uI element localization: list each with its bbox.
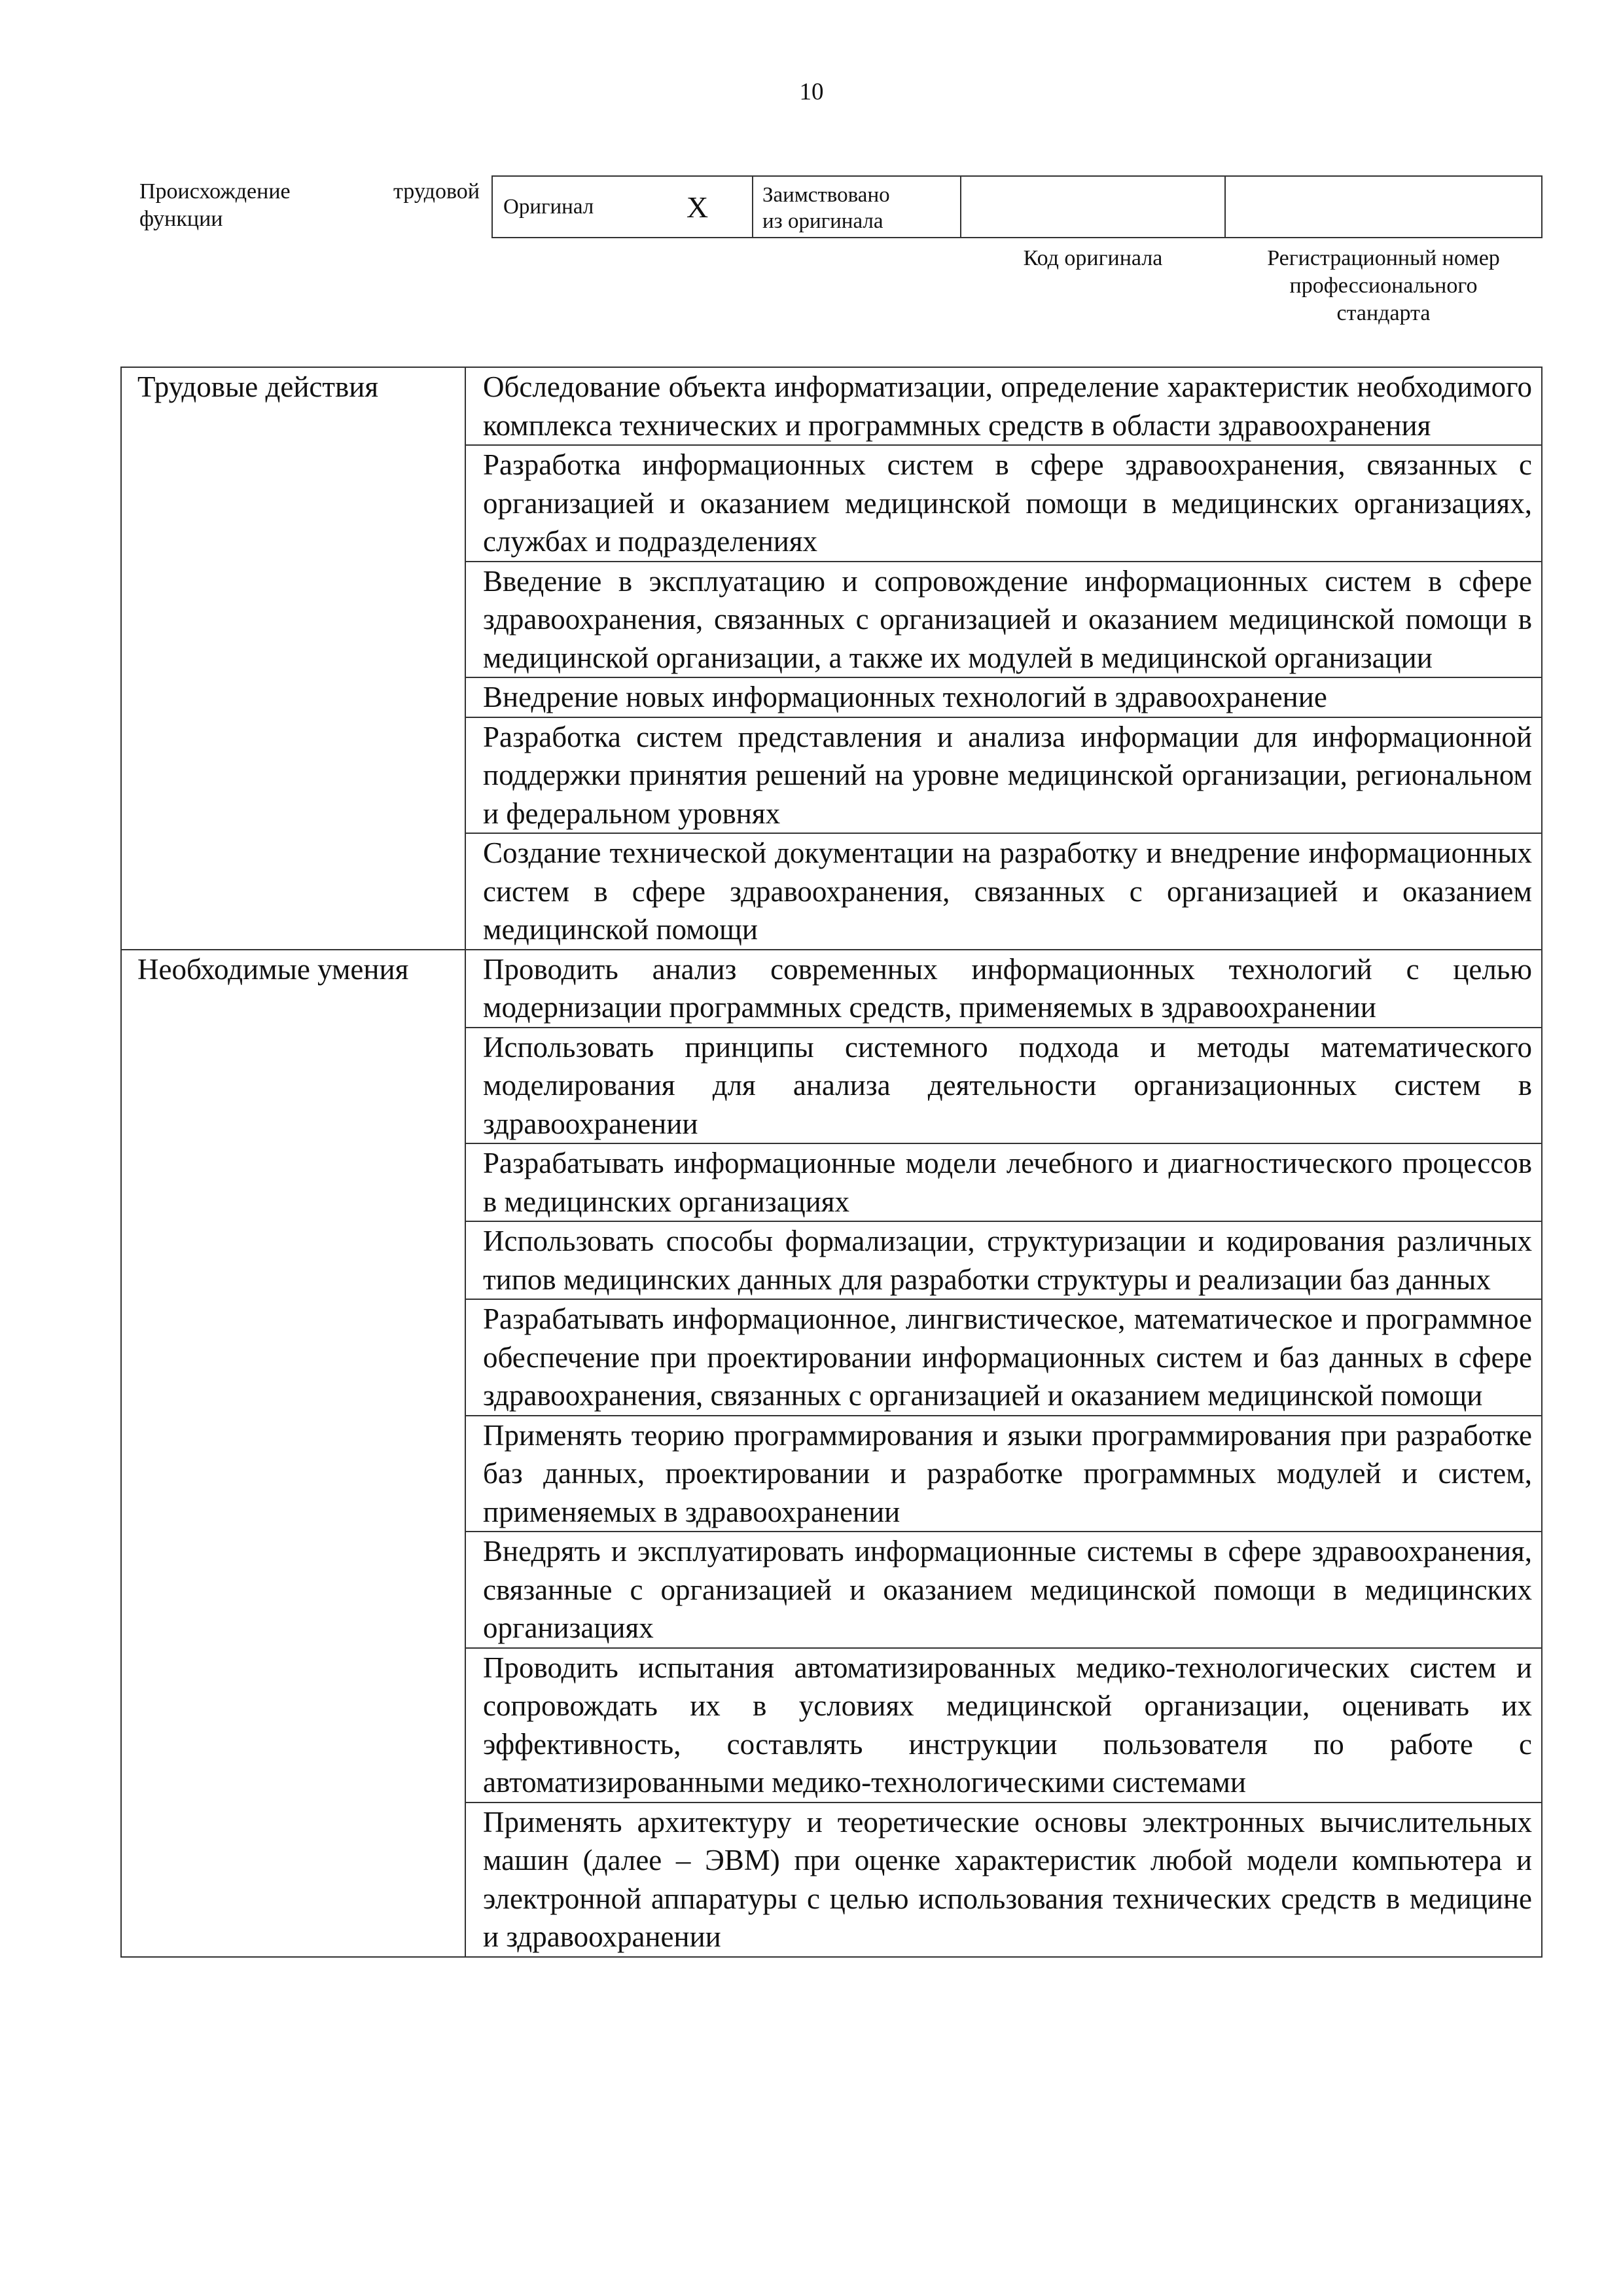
list-item: Применять архитектуру и теоретические основы электронных вычислительных машин (далее – ЭВМ) при оценке характеристик любой модели компьютера и электронной аппаратуры с целью использования технических средств в медицине и здравоохранении bbox=[465, 1803, 1542, 1957]
origin-label-line2: функции bbox=[139, 207, 223, 231]
origin-label bbox=[139, 178, 480, 233]
origin-label-word2: трудовой bbox=[393, 179, 480, 204]
list-item: Введение в эксплуатацию и сопровождение информационных систем в сфере здравоохранения, связанных с организацией и оказанием медицинской помощи в медицинской организации, а также их модулей в медицинской организации bbox=[465, 562, 1542, 678]
table-row bbox=[121, 950, 1542, 1028]
original-mark: X bbox=[687, 190, 709, 224]
list-item: Проводить испытания автоматизированных медико-технологических систем и сопровождать их в условиях медицинской организации, оценивать их эффективность, составлять инструкции пользователя по работе с автоматизированными медико-технологическими системами bbox=[465, 1648, 1542, 1803]
original-code-cell bbox=[961, 177, 1226, 237]
section-title: Трудовые действия bbox=[121, 367, 465, 950]
origin-table bbox=[491, 175, 1543, 238]
origin-label-line1 bbox=[139, 178, 480, 206]
function-table bbox=[120, 367, 1543, 1958]
list-item: Использовать способы формализации, структуризации и кодирования различных типов медицинских данных для разработки структуры и реализации баз данных bbox=[465, 1221, 1542, 1299]
registration-caption-line1: Регистрационный номер bbox=[1267, 246, 1500, 270]
registration-number-caption bbox=[1228, 245, 1539, 327]
registration-caption-line2: профессионального bbox=[1289, 274, 1478, 298]
registration-number-cell bbox=[1226, 177, 1541, 237]
borrowed-cell bbox=[753, 177, 961, 237]
section-title: Необходимые умения bbox=[121, 950, 465, 1957]
list-item: Внедрение новых информационных технологий в здравоохранение bbox=[465, 677, 1542, 717]
list-item: Использовать принципы системного подхода и методы математического моделирования для анализа деятельности организационных систем в здравоохранении bbox=[465, 1028, 1542, 1144]
list-item: Проводить анализ современных информационных технологий с целью модернизации программных средств, применяемых в здравоохранении bbox=[465, 950, 1542, 1028]
registration-caption-line3: стандарта bbox=[1336, 301, 1431, 325]
list-item: Применять теорию программирования и языки программирования при разработке баз данных, проектировании и разработке программных модулей и систем, применяемых в здравоохранении bbox=[465, 1416, 1542, 1532]
table-row bbox=[121, 367, 1542, 445]
origin-label-word1: Происхождение bbox=[139, 179, 291, 204]
list-item: Внедрять и эксплуатировать информационные системы в сфере здравоохранения, связанные с организацией и оказанием медицинской помощи в медицинских организациях bbox=[465, 1532, 1542, 1648]
borrowed-label-line2: из оригинала bbox=[762, 209, 883, 233]
function-table-body bbox=[121, 367, 1542, 1957]
list-item: Разработка информационных систем в сфере здравоохранения, связанных с организацией и оказанием медицинской помощи в медицинских организациях, службах и подразделениях bbox=[465, 445, 1542, 562]
original-code-caption: Код оригинала bbox=[1023, 246, 1163, 270]
list-item: Разрабатывать информационное, лингвистическое, математическое и программное обеспечение при проектировании информационных систем и баз данных в сфере здравоохранения, связанных с организацией и оказанием медицинской помощи bbox=[465, 1299, 1542, 1416]
list-item: Обследование объекта информатизации, определение характеристик необходимого комплекса технических и программных средств в области здравоохранения bbox=[465, 367, 1542, 445]
page-number: 10 bbox=[799, 79, 824, 105]
borrowed-label-line1: Заимствовано bbox=[762, 183, 890, 207]
list-item: Разработка систем представления и анализа информации для информационной поддержки принятия решений на уровне медицинской организации, региональном и федеральном уровнях bbox=[465, 717, 1542, 834]
original-cell bbox=[493, 177, 753, 237]
original-label: Оригинал bbox=[503, 195, 594, 219]
list-item: Создание технической документации на разработку и внедрение информационных систем в сфере здравоохранения, связанных с организацией и оказанием медицинской помощи bbox=[465, 833, 1542, 950]
list-item: Разрабатывать информационные модели лечебного и диагностического процессов в медицинских организациях bbox=[465, 1143, 1542, 1221]
